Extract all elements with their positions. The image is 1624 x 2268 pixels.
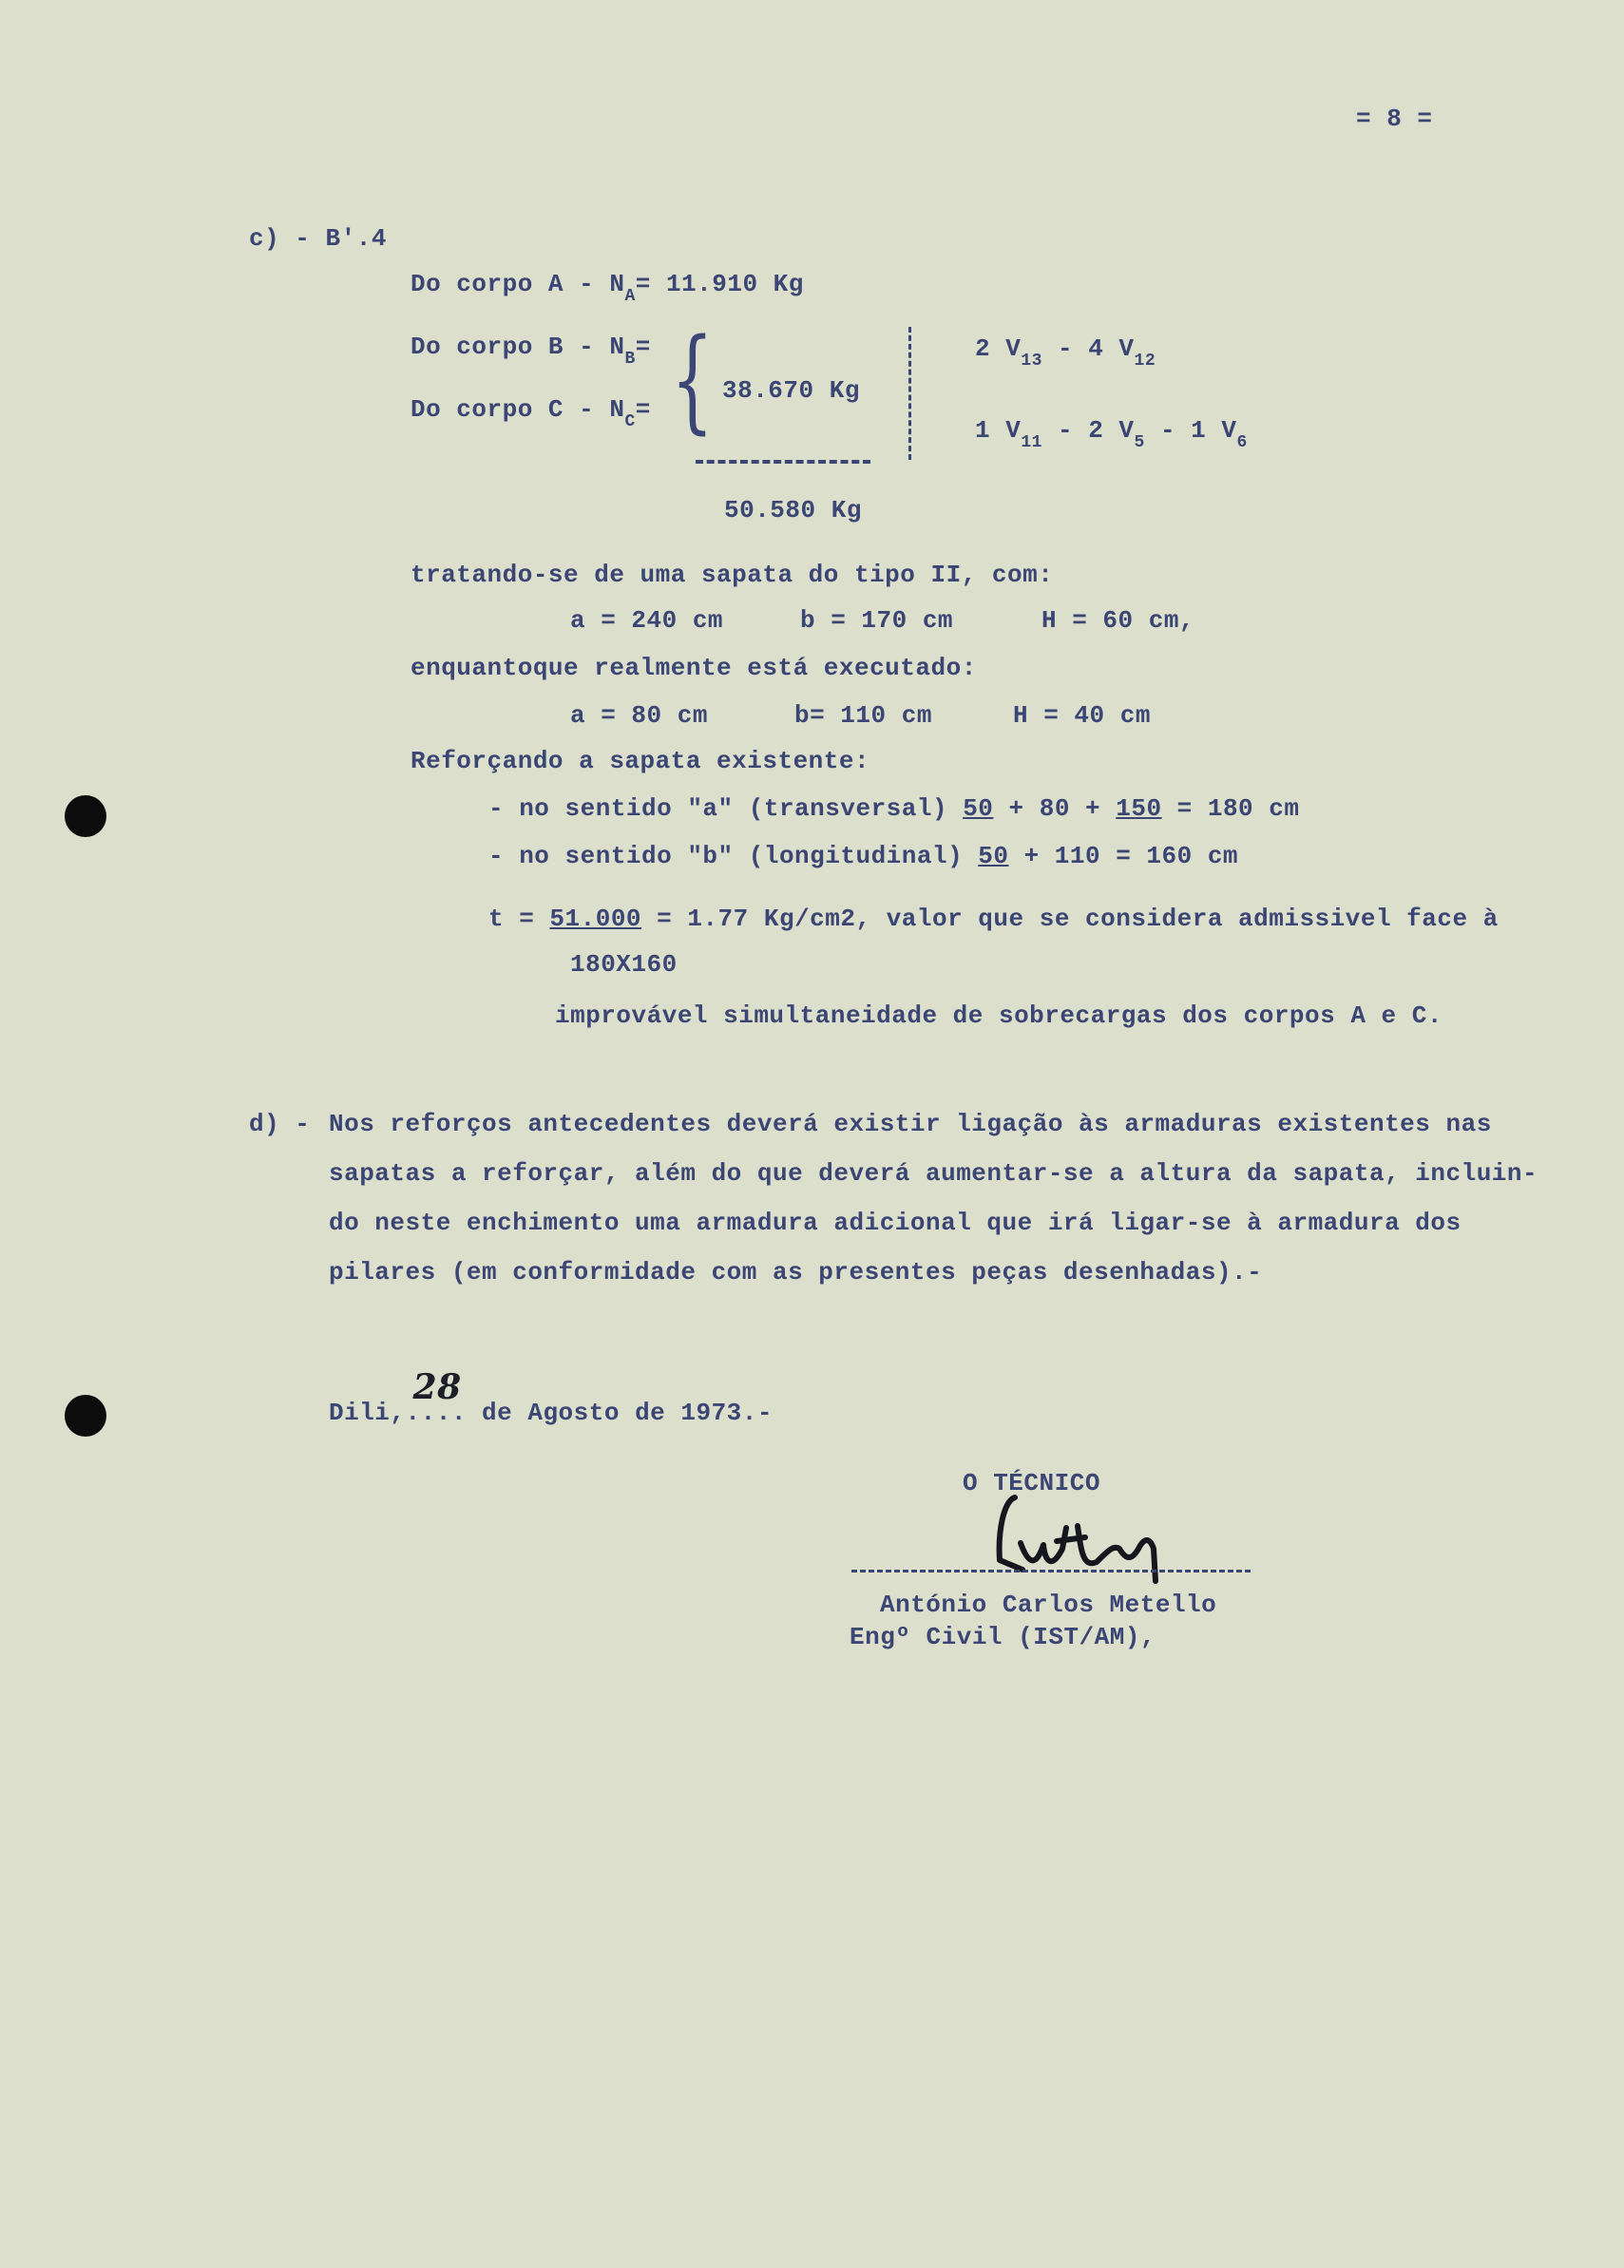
- corpo-b-line: Do corpo $B - N_B=$: [411, 333, 651, 369]
- signature-name: António Carlos Metello: [880, 1591, 1217, 1619]
- dim-b-required: b = 170 cm: [800, 606, 954, 635]
- page-number: = 8 =: [1356, 105, 1433, 133]
- dim-a-required: a = 240 cm: [570, 606, 724, 635]
- section-d-line: pilares (em conformidade com as presentes peças desenhadas).-: [329, 1258, 1263, 1286]
- dim-a-executed: a = 80 cm: [570, 701, 708, 730]
- dim-b-executed: b= 110 cm: [794, 701, 932, 730]
- direction-b-line: - no sentido "b" (longitudinal) 50 + 110 = 160 cm: [488, 842, 1239, 870]
- improvavel-line: improvável simultaneidade de sobrecargas dos corpos A e C.: [555, 1001, 1442, 1030]
- section-d-line: do neste enchimento uma armadura adicional que irá ligar-se à armadura dos: [329, 1209, 1462, 1237]
- punch-hole-top: [65, 795, 106, 837]
- bc-value: 38.670 Kg: [722, 376, 860, 405]
- dim-h-executed: H = 40 cm: [1013, 701, 1151, 730]
- date-line: Dili, 28 .... de Agosto de 1973.-: [329, 1367, 773, 1427]
- tipo-line: tratando-se de uma sapata do tipo II, com:: [411, 561, 1054, 589]
- total-value: 50.580 Kg: [724, 496, 862, 524]
- beams-line-2: 1 $V_{11} - 2$ $V_5 - 1$ $V_6$: [975, 416, 1248, 452]
- beams-line-1: 2 $V_{13} - 4$ $V_{12}$: [975, 334, 1156, 371]
- signature-title: Engº Civil (IST/AM),: [850, 1623, 1156, 1651]
- dim-h-required: H = 60 cm,: [1041, 606, 1195, 635]
- executed-line: enquantoque realmente está executado:: [411, 654, 977, 682]
- direction-a-line: - no sentido "a" (transversal) 50 + 80 + 150 = 180 cm: [488, 794, 1300, 823]
- column-separator: [908, 327, 911, 460]
- corpo-a-line: Do corpo $A - N_A= 11.910$ Kg: [411, 270, 804, 306]
- sum-rule: [696, 460, 870, 464]
- stress-denominator: 180X160: [570, 950, 678, 979]
- punch-hole-bottom: [65, 1395, 106, 1437]
- signature-role: O TÉCNICO: [963, 1469, 1100, 1497]
- handwritten-day: 28: [412, 1367, 462, 1407]
- section-c-label: c) - B'.4: [249, 224, 387, 253]
- section-d-line: Nos reforços antecedentes deverá existir ligação às armaduras existentes nas: [329, 1110, 1492, 1138]
- corpo-c-line: Do corpo $C - N_C=$: [411, 395, 651, 431]
- signature-line: [851, 1570, 1251, 1572]
- reinforcing-line: Reforçando a sapata existente:: [411, 747, 870, 775]
- stress-formula: t = 51.000 = 1.77 Kg/cm2, valor que se considera admissivel face à: [488, 905, 1499, 933]
- section-d-label: d) -: [249, 1110, 311, 1138]
- brace-bc: {: [671, 314, 715, 445]
- section-d-line: sapatas a reforçar, além do que deverá aumentar-se a altura da sapata, incluin-: [329, 1159, 1538, 1188]
